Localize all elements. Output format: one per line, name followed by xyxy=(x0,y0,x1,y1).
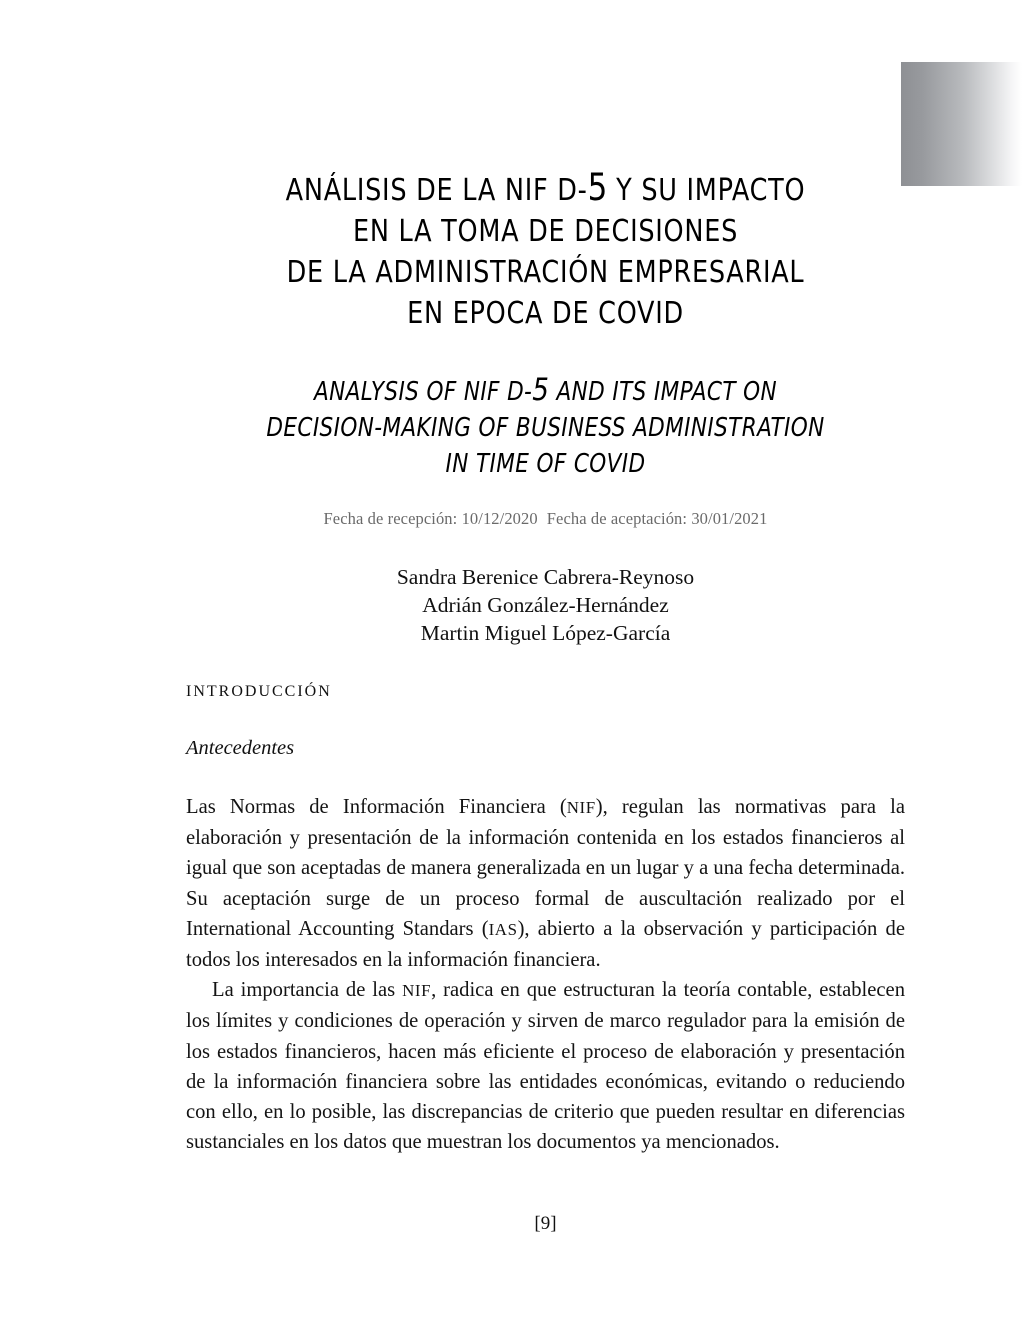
title-line-4: EN EPOCA DE COVID xyxy=(407,296,684,331)
author-name: Sandra Berenice Cabrera-Reynoso xyxy=(396,565,695,589)
title-line-3: DE LA ADMINISTRACIÓN EMPRESARIAL xyxy=(286,255,805,290)
page-number: [9] xyxy=(534,1213,557,1234)
title-line-1-suffix: Y SU IMPACTO xyxy=(607,173,806,208)
author-list xyxy=(186,530,905,647)
small-caps-nif: NIF xyxy=(402,981,432,1001)
paragraph-text: , radica en que estructuran la teoría contable, establecen los límites y condiciones de operación y sirven de marco regulador para la emisión de los estados financieros, hacen más eficiente el proceso de elaboración y presentación de la información financiera sobre las entidades económicas, evitando o reduciendo con ello, en lo posible, las discrepancias de criterio que pueden resultar en diferencias sustanciales en los datos que muestran los documentos ya mencionados. xyxy=(186,979,905,1154)
title-line-1-number: 5 xyxy=(587,166,608,209)
subtitle-line-2: DECISION-MAKING OF BUSINESS ADMINISTRATION xyxy=(266,413,825,443)
paragraph-text: Las Normas de Información Financiera ( xyxy=(186,796,567,818)
page-content-column xyxy=(186,0,905,1329)
paragraph xyxy=(186,792,905,975)
page-title-spanish xyxy=(211,0,880,334)
scan-gradient-artifact xyxy=(901,62,1022,186)
title-line-1 xyxy=(211,166,880,211)
paragraph-text: ), abierto a la observación y participación de todos los interesados en la información financiera. xyxy=(186,917,905,972)
acceptance-date: Fecha de aceptación: 30/01/2021 xyxy=(546,509,768,528)
subtitle-line-1-prefix: ANALYSIS OF NIF D- xyxy=(313,377,533,407)
reception-date: Fecha de recepción: 10/12/2020 xyxy=(323,509,538,528)
small-caps-ias: IAS xyxy=(488,919,518,939)
paragraph-text: ), regulan las normativas para la elaboración y presentación de la información contenida en los estados financieros al igual que son aceptadas de manera generalizada en un lugar y a una fecha determinada. Su aceptación surge de un proceso formal de auscultación realizado por el International Accounting Standars ( xyxy=(186,796,905,940)
page-title-english xyxy=(208,334,884,482)
author-name: Adrián González-Hernández xyxy=(422,593,669,617)
author-name: Martin Miguel López-García xyxy=(420,621,671,645)
subtitle-line-1-suffix: AND ITS IMPACT ON xyxy=(549,377,777,407)
title-line-2: EN LA TOMA DE DECISIONES xyxy=(352,214,739,249)
subsection-heading-antecedentes: Antecedentes xyxy=(186,737,295,759)
paragraph xyxy=(186,975,905,1157)
title-line-1-prefix: ANÁLISIS DE LA NIF D- xyxy=(285,173,588,208)
section-heading-introduccion: INTRODUCCIÓN xyxy=(186,683,332,700)
subtitle-line-1 xyxy=(208,374,884,410)
subtitle-line-1-number: 5 xyxy=(532,372,550,408)
publication-dates xyxy=(186,482,905,530)
paragraph-text: La importancia de las xyxy=(212,979,403,1002)
subtitle-line-3: IN TIME OF COVID xyxy=(445,449,646,479)
small-caps-nif: NIF xyxy=(566,798,596,817)
body-text xyxy=(186,760,905,1157)
